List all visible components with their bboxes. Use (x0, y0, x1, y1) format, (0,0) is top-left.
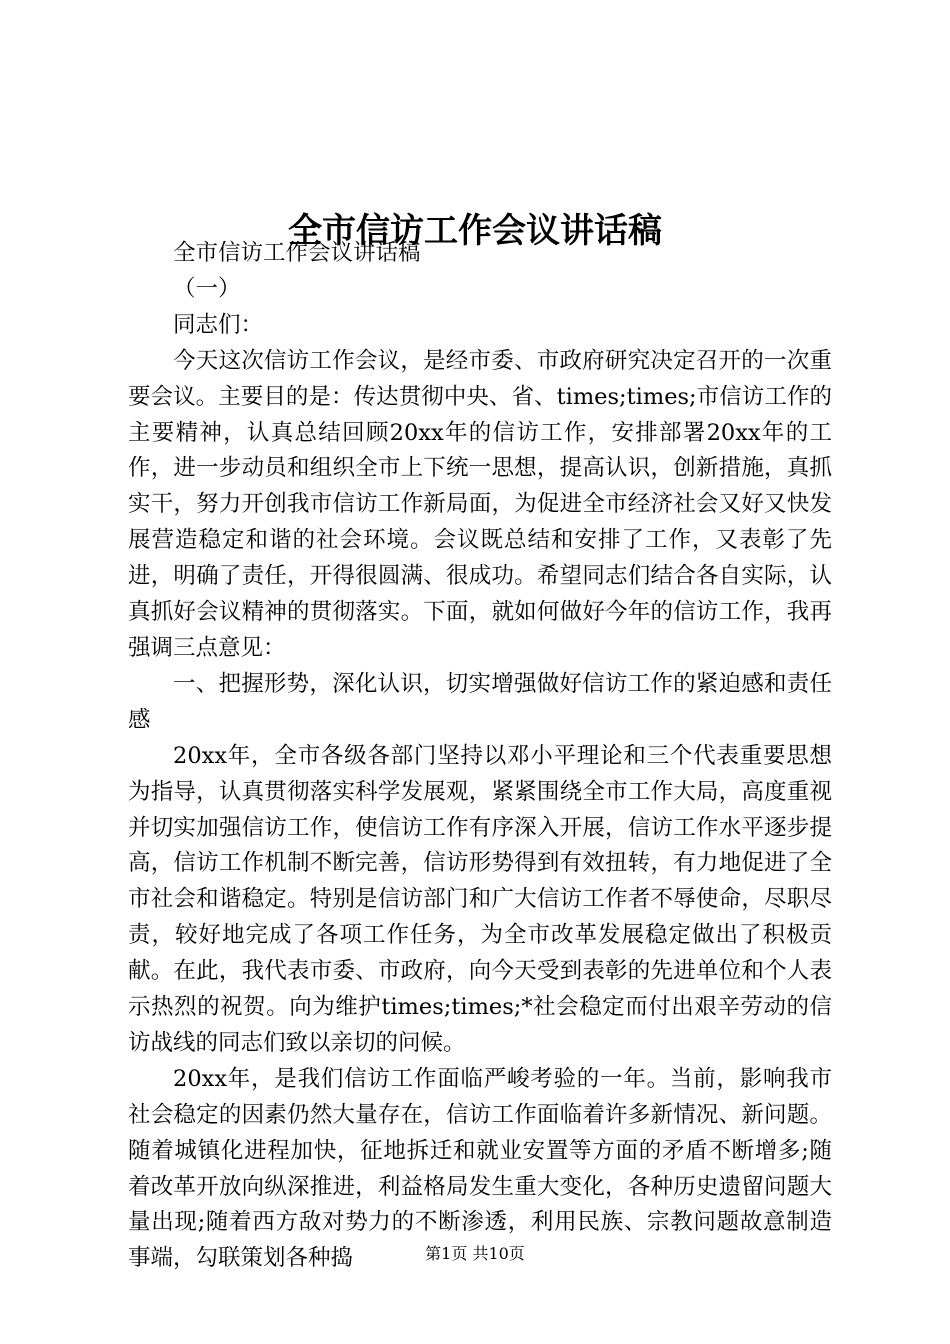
subtitle-paragraph: 全市信访工作会议讲话稿 (173, 240, 421, 266)
section-heading-paragraph: 一、把握形势，深化认识，切实增强做好信访工作的紧迫感和责任感 (128, 670, 832, 733)
salutation-paragraph: 同志们： (173, 311, 264, 338)
body-paragraph: 20xx年，是我们信访工作面临严峻考验的一年。当前，影响我市社会稳定的因素仍然大量存在，信访工作面临着许多新情况、新问题。随着城镇化进程加快，征地拆迁和就业安置等方面的矛盾不断增多;随着改革开放向纵深推进，利益格局发生重大变化，各种历史遗留问题大量出现;随着西方敌对势力的不断渗透，利用民族、宗教问题故意制造事端，勾联策划各种捣 (128, 1065, 832, 1272)
document-body (128, 236, 832, 1277)
page-footer: 第1页 共10页 (425, 1244, 525, 1263)
body-paragraph: 今天这次信访工作会议，是经市委、市政府研究决定召开的一次重要会议。主要目的是：传达贯彻中央、省、times;times;市信访工作的主要精神，认真总结回顾20xx年的信访工作，安排部署20xx年的工作，进一步动员和组织全市上下统一思想，提高认识，创新措施，真抓实干，努力开创我市信访工作新局面，为促进全市经济社会又好又快发展营造稳定和谐的社会环境。会议既总结和安排了工作，又表彰了先进，明确了责任，开得很圆满、很成功。希望同志们结合各自实际，认真抓好会议精神的贯彻落实。下面，就如何做好今年的信访工作，我再强调三点意见： (128, 347, 832, 661)
section-number-paragraph: （一） (173, 275, 241, 302)
document-title: 全市信访工作会议讲话稿 (288, 210, 662, 251)
body-paragraph: 20xx年，全市各级各部门坚持以邓小平理论和三个代表重要思想为指导，认真贯彻落实科学发展观，紧紧围绕全市工作大局，高度重视并切实加强信访工作，使信访工作有序深入开展，信访工作水平逐步提高，信访工作机制不断完善，信访形势得到有效扭转，有力地促进了全市社会和谐稳定。特别是信访部门和广大信访工作者不辱使命，尽职尽责，较好地完成了各项工作任务，为全市改革发展稳定做出了积极贡献。在此，我代表市委、市政府，向今天受到表彰的先进单位和个人表示热烈的祝贺。向为维护times;times;*社会稳定而付出艰辛劳动的信访战线的同志们致以亲切的问候。 (128, 742, 832, 1056)
